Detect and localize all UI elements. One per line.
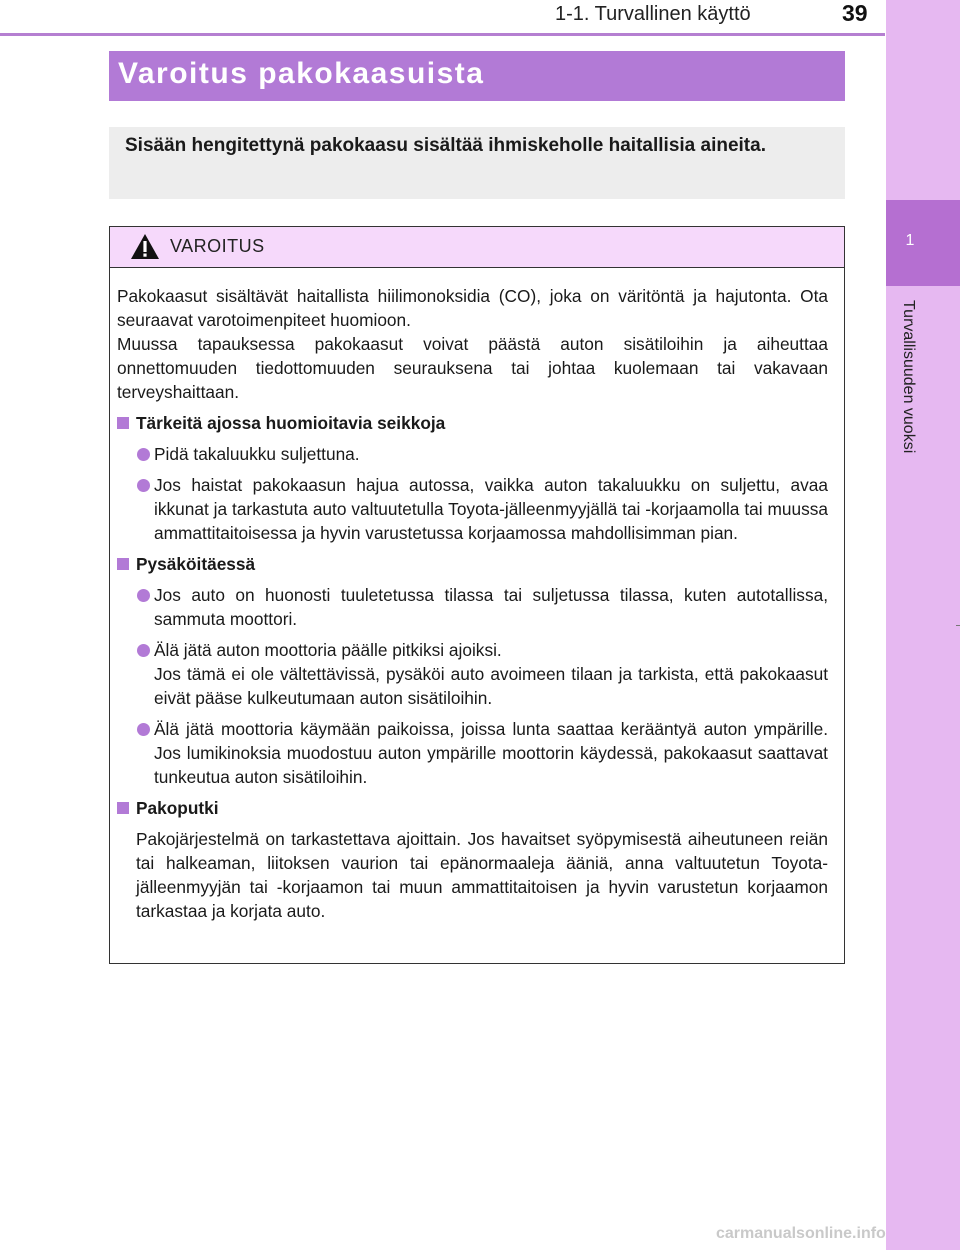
round-bullet-icon bbox=[137, 723, 150, 736]
watermark: carmanualsonline.info bbox=[716, 1225, 886, 1242]
chapter-tab-label bbox=[899, 300, 919, 500]
square-bullet-icon bbox=[117, 558, 129, 570]
subsection-heading bbox=[117, 552, 828, 576]
list-item bbox=[117, 473, 828, 545]
list-item-continuation: Jos tämä ei ole vältettävissä, pysäköi auto avoimeen tilaan ja tarkista, että pakokaasut eivät pääse kulkeutumaan auton sisätiloihin. bbox=[154, 664, 828, 708]
subsection-heading bbox=[117, 796, 828, 820]
section-title-bar bbox=[109, 51, 845, 101]
warning-box bbox=[109, 226, 845, 964]
list-item bbox=[117, 442, 828, 466]
chapter-tab-label-text: Turvallisuuden vuoksi bbox=[900, 300, 917, 454]
list-item bbox=[117, 717, 828, 789]
round-bullet-icon bbox=[137, 479, 150, 492]
list-item-text: Pidä takaluukku suljettuna. bbox=[154, 444, 360, 464]
list-item-text: Älä jätä moottoria käymään paikoissa, joissa lunta saattaa kerääntyä auton ympärille. Jos lumikinoksia muodostuu auton ympärille moottorin käydessä, pakokaasut saattavat tunkeutua auton sisätiloihin. bbox=[154, 719, 828, 787]
side-strip bbox=[886, 0, 960, 1250]
warning-body bbox=[110, 268, 844, 923]
warning-triangle-icon bbox=[130, 233, 160, 260]
warning-header bbox=[110, 227, 844, 268]
side-tick bbox=[956, 625, 960, 626]
square-bullet-icon bbox=[117, 802, 129, 814]
section-title: Varoitus pakokaasuista bbox=[118, 57, 485, 90]
list-item-text: Jos auto on huonosti tuuletetussa tilassa tai suljetussa tilassa, kuten autotallissa, sammuta moottori. bbox=[154, 585, 828, 629]
list-item-text: Jos haistat pakokaasun hajua autossa, vaikka auton takaluukku on suljettu, avaa ikkunat ja tarkastuta auto valtuutetulla Toyota-jälleenmyyjällä tai -korjaamolla tai muussa ammattitaitoisessa ja hyvin varustetussa korjaamossa mahdollisimman pian. bbox=[154, 475, 828, 543]
warning-paragraph: Pakokaasut sisältävät haitallista hiilimonoksidia (CO), joka on väritöntä ja hajutonta. Ota seuraavat varotoimenpiteet huomioon. bbox=[117, 286, 828, 330]
section-reference: 1-1. Turvallinen käyttö bbox=[555, 3, 751, 25]
subsection-text: Pakojärjestelmä on tarkastettava ajoittain. Jos havaitset syöpymisestä aiheutuneen reiän tai halkeaman, liitoksen vaurion tai epänormaaleja ääniä, anna valtuutetun Toyota-jälleenmyyjän tai -korjaamon tai muun ammattitaitoisen ja hyvin varustetun korjaamon tarkastaa ja korjata auto. bbox=[136, 829, 828, 921]
list-item bbox=[117, 583, 828, 631]
subsection-heading-text: Pakoputki bbox=[136, 798, 219, 818]
round-bullet-icon bbox=[137, 644, 150, 657]
header-rule bbox=[0, 33, 885, 36]
chapter-tab-number: 1 bbox=[905, 232, 915, 249]
subsection-heading bbox=[117, 411, 828, 435]
square-bullet-icon bbox=[117, 417, 129, 429]
list-item-text: Älä jätä auton moottoria päälle pitkiksi ajoiksi. bbox=[154, 640, 502, 660]
subsection-heading-text: Tärkeitä ajossa huomioitavia seikkoja bbox=[136, 413, 446, 433]
intro-text: Sisään hengitettynä pakokaasu sisältää ihmiskeholle haitallisia aineita. bbox=[125, 135, 766, 156]
round-bullet-icon bbox=[137, 448, 150, 461]
round-bullet-icon bbox=[137, 589, 150, 602]
list-item bbox=[117, 638, 828, 710]
warning-label: VAROITUS bbox=[170, 236, 265, 256]
page-number: 39 bbox=[842, 0, 868, 26]
subsection-heading-text: Pysäköitäessä bbox=[136, 554, 256, 574]
warning-paragraph: Muussa tapauksessa pakokaasut voivat päästä auton sisätiloihin ja aiheuttaa onnettomuuden tiedottomuuden seurauksena tai johtaa kuolemaan tai vakavaan terveyshaittaan. bbox=[117, 334, 828, 402]
intro-box bbox=[109, 127, 845, 199]
